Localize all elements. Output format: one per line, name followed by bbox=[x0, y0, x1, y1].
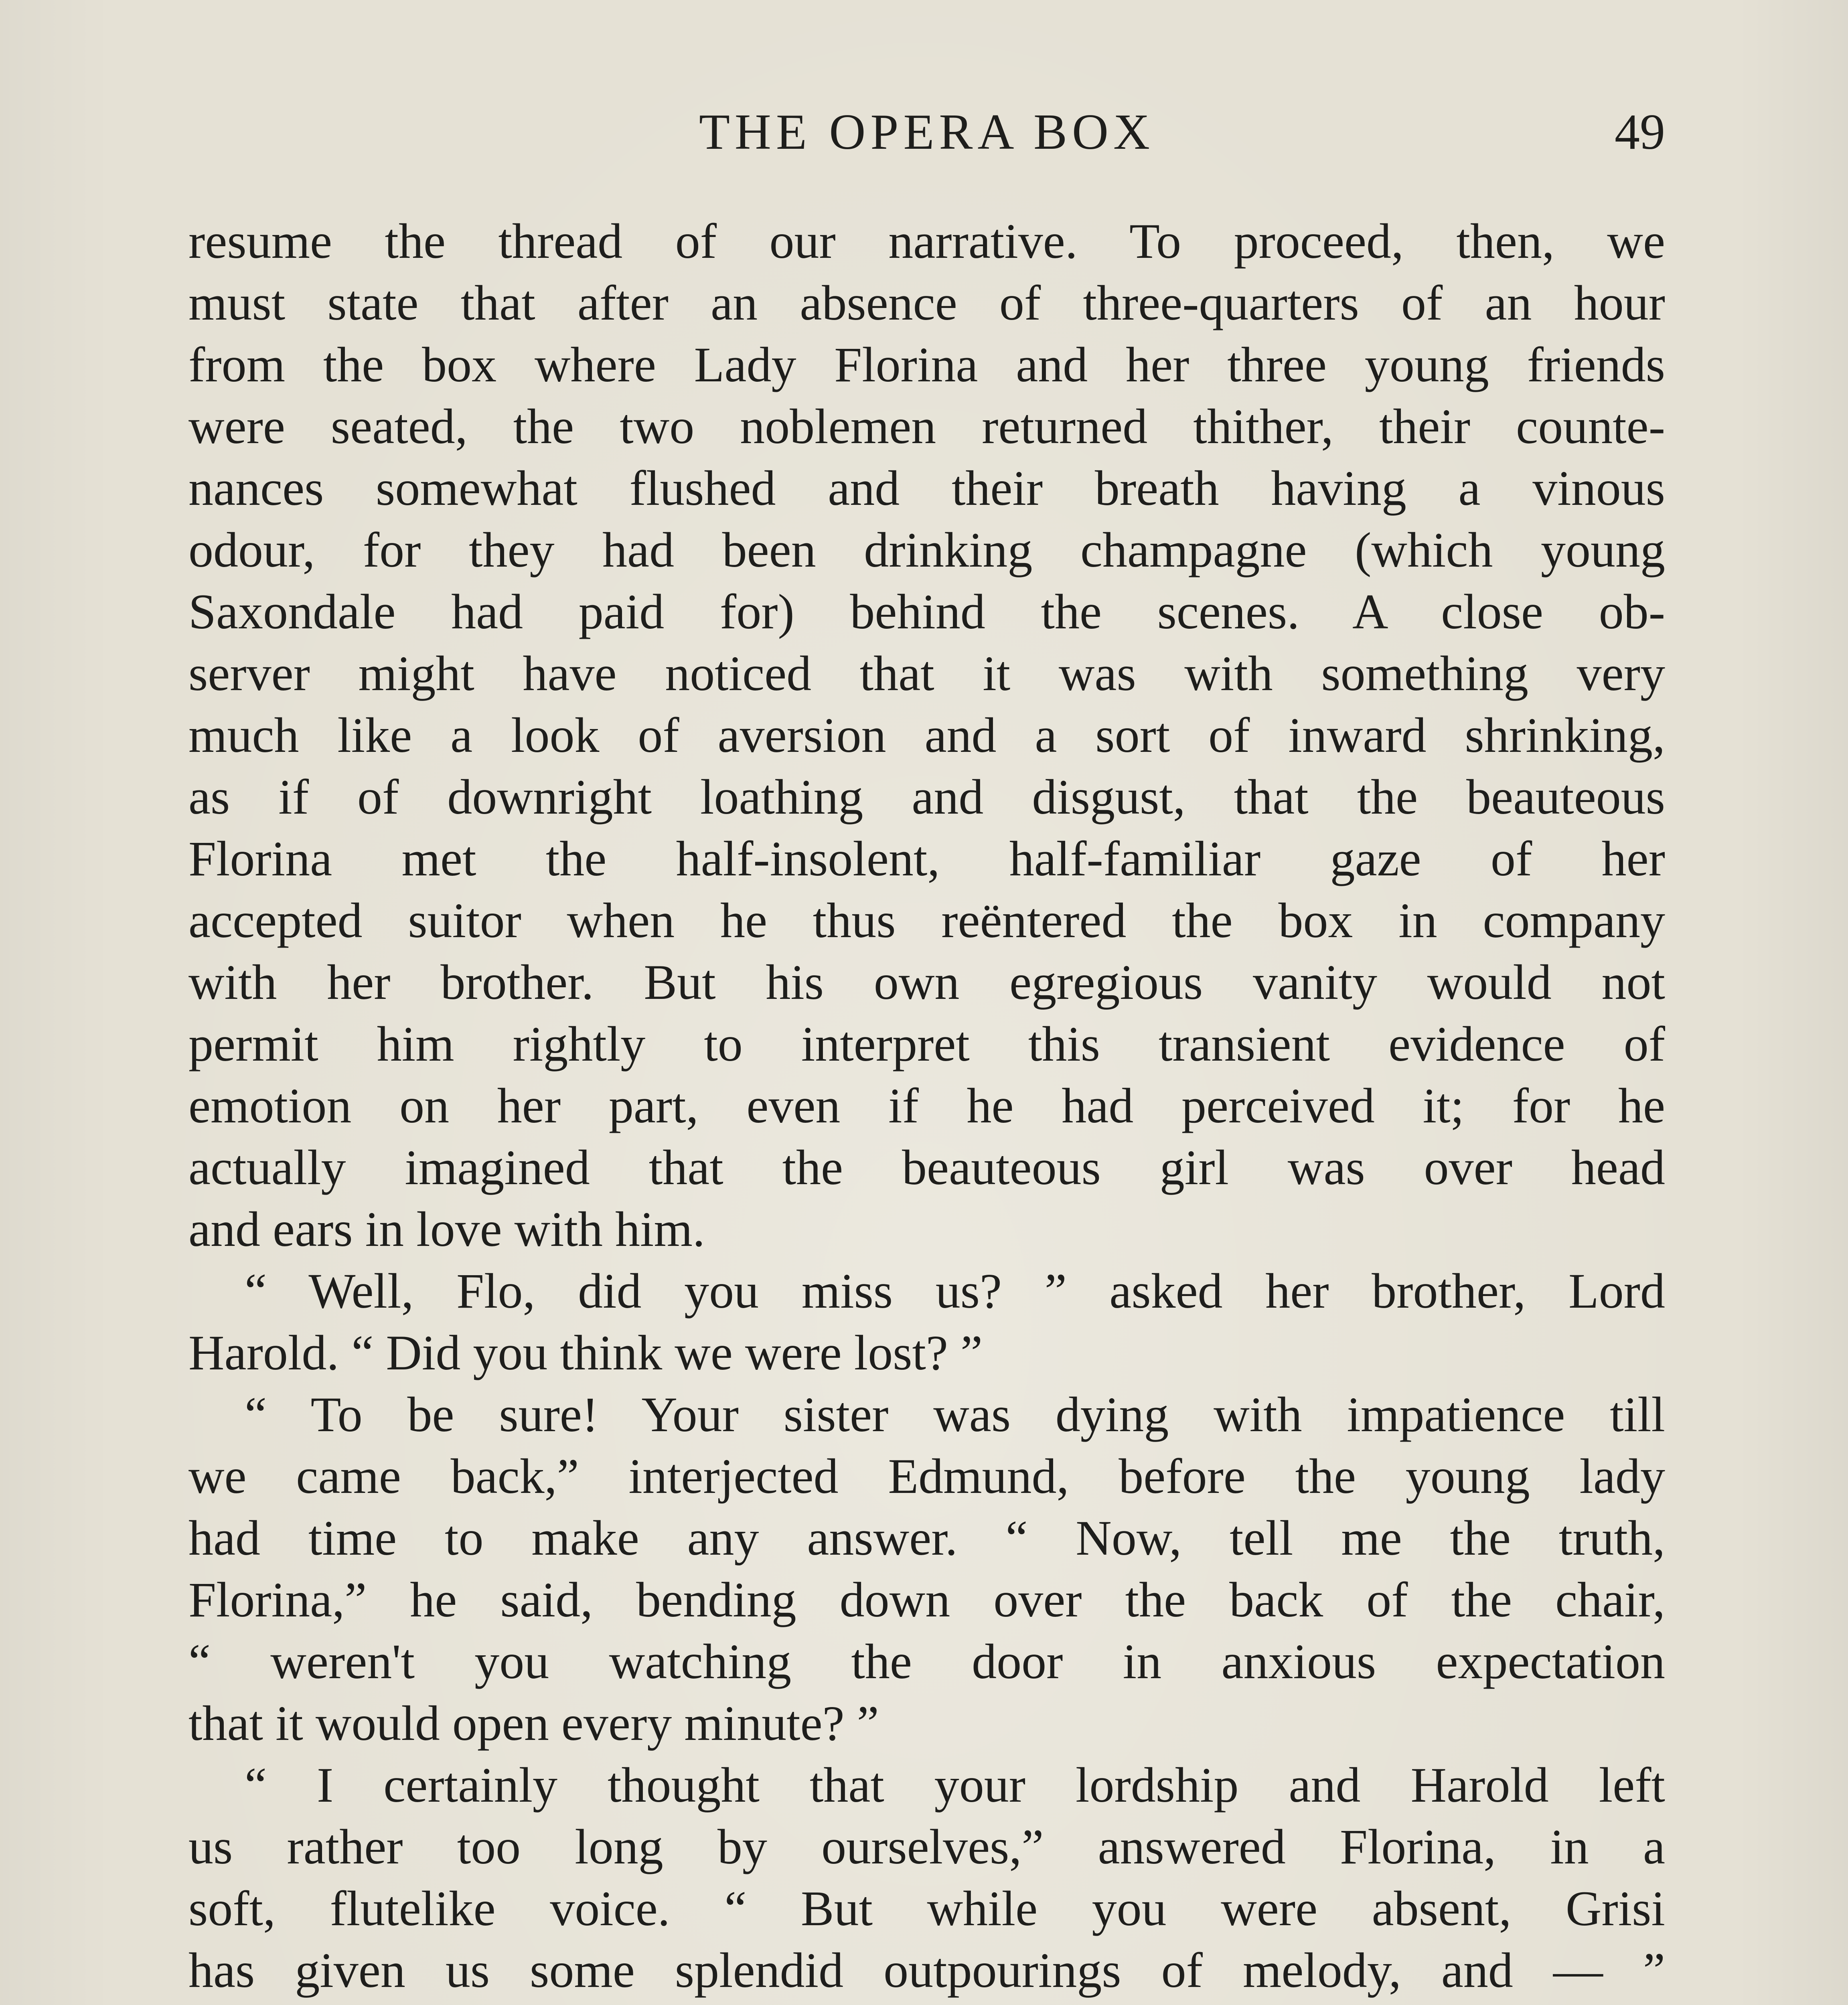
text-line: has given us some splendid outpourings of melody, and — ” bbox=[188, 1943, 1665, 1998]
text-line: from the box where Lady Florina and her three young friends bbox=[188, 337, 1665, 392]
text-line: “ I certainly thought that your lordship and Harold left bbox=[245, 1758, 1665, 1813]
text-line: Saxondale had paid for) behind the scenes. A close ob- bbox=[188, 584, 1665, 639]
text-line: accepted suitor when he thus reëntered the box in company bbox=[188, 893, 1665, 948]
text-line: us rather too long by ourselves,” answered Florina, in a bbox=[188, 1819, 1665, 1874]
page-number: 49 bbox=[1615, 104, 1665, 160]
text-line: soft, flutelike voice. “ But while you were absent, Grisi bbox=[188, 1881, 1665, 1936]
text-line: resume the thread of our narrative. To proceed, then, we bbox=[188, 214, 1665, 269]
text-line: Florina met the half-insolent, half-familiar gaze of her bbox=[188, 831, 1665, 886]
text-line: actually imagined that the beauteous girl was over head bbox=[188, 1140, 1665, 1195]
text-line: much like a look of aversion and a sort of inward shrinking, bbox=[188, 708, 1665, 763]
text-line: were seated, the two noblemen returned thither, their counte- bbox=[188, 399, 1665, 454]
text-line: as if of downright loathing and disgust, that the beauteous bbox=[188, 770, 1665, 824]
text-line: server might have noticed that it was with something very bbox=[188, 646, 1665, 701]
text-line: and ears in love with him. bbox=[188, 1202, 705, 1257]
text-line: must state that after an absence of three-quarters of an hour bbox=[188, 275, 1665, 330]
text-line: nances somewhat flushed and their breath having a vinous bbox=[188, 461, 1665, 516]
text-line: that it would open every minute? ” bbox=[188, 1696, 879, 1751]
text-line: Harold. “ Did you think we were lost? ” bbox=[188, 1325, 983, 1380]
text-line: emotion on her part, even if he had perceived it; for he bbox=[188, 1078, 1665, 1133]
text-line: permit him rightly to interpret this transient evidence of bbox=[188, 1017, 1665, 1071]
text-line: “ weren't you watching the door in anxious expectation bbox=[188, 1634, 1665, 1689]
page-header bbox=[188, 100, 1665, 164]
text-line: had time to make any answer. “ Now, tell me the truth, bbox=[188, 1511, 1665, 1566]
text-line: “ To be sure! Your sister was dying with impatience till bbox=[245, 1387, 1665, 1442]
text-line bbox=[188, 2001, 1665, 2005]
running-head: THE OPERA BOX bbox=[699, 104, 1155, 160]
body-text bbox=[188, 211, 1665, 2005]
text-line: odour, for they had been drinking champagne (which young bbox=[188, 523, 1665, 577]
text-line: we came back,” interjected Edmund, before the young lady bbox=[188, 1449, 1665, 1504]
text-line: Florina,” he said, bending down over the back of the chair, bbox=[188, 1572, 1665, 1627]
text-line: with her brother. But his own egregious vanity would not bbox=[188, 955, 1665, 1010]
text-line: “ Well, Flo, did you miss us? ” asked her brother, Lord bbox=[245, 1264, 1665, 1318]
